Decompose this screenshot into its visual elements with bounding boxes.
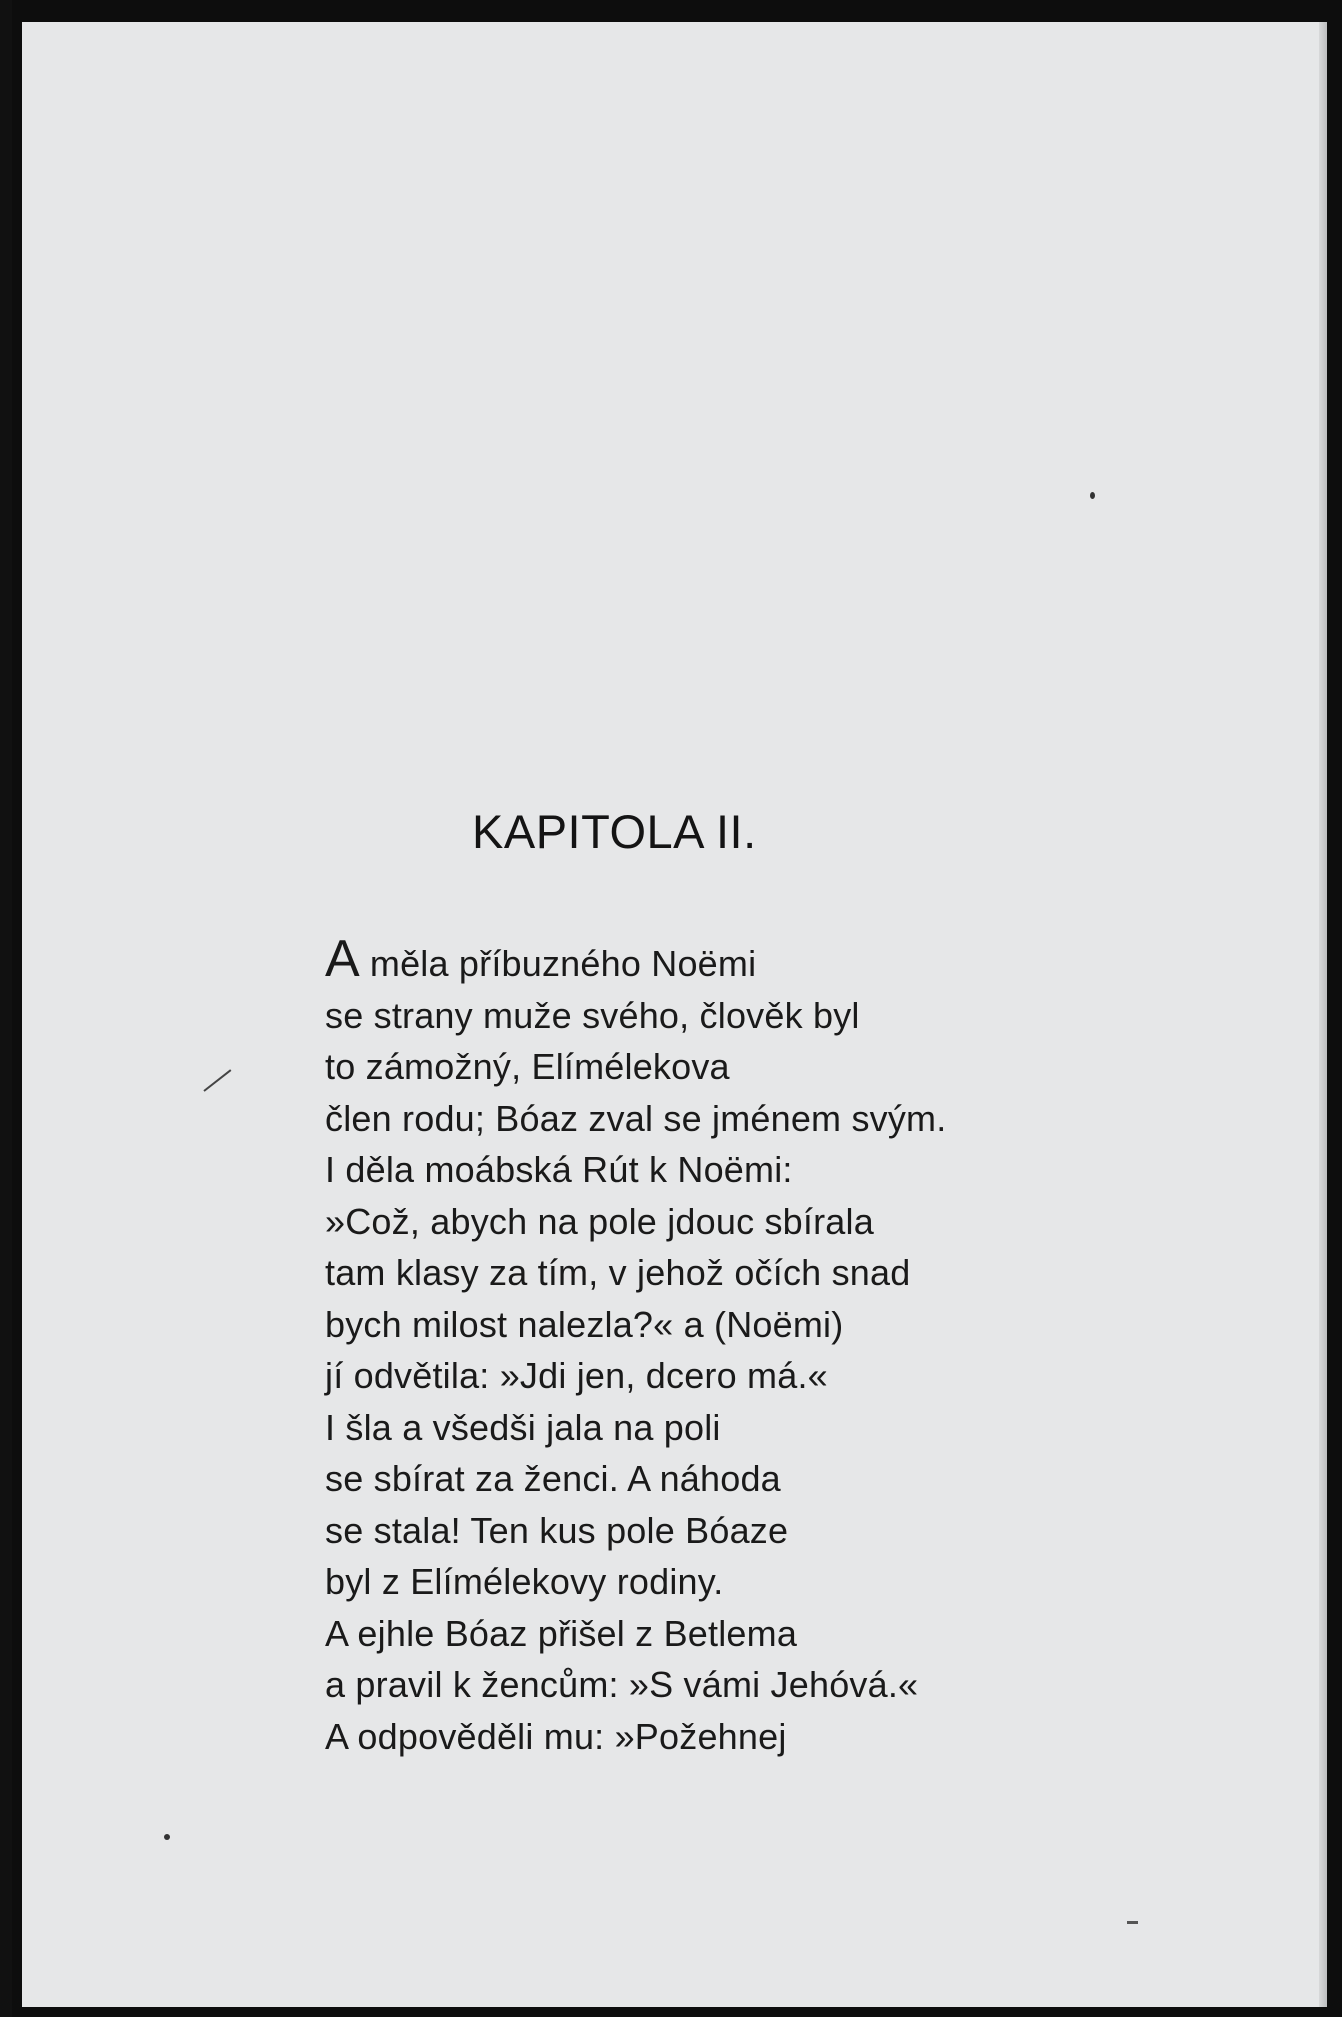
verse-line: to zámožný, Elímélekova: [325, 1046, 730, 1087]
chapter-heading: KAPITOLA II.: [472, 805, 757, 858]
verse-line: I děla moábská Rút k Noëmi:: [325, 1149, 793, 1190]
verse-line: A odpověděli mu: »Požehnej: [325, 1715, 787, 1757]
verse-line: [325, 930, 1085, 990]
pencil-mark: [203, 1069, 231, 1092]
verse-line: se strany muže svého, člověk byl: [325, 994, 860, 1036]
verse-line: A ejhle Bóaz přišel z Betlema: [325, 1612, 798, 1654]
verse-line: člen rodu; Bóaz zval se jménem svým.: [325, 1097, 947, 1139]
page-edge-shadow: [1319, 22, 1327, 2007]
book-page: [22, 22, 1327, 2007]
verse-line: a pravil k žencům: »S vámi Jehóvá.«: [325, 1664, 919, 1705]
verse-line: I šla a všedši jala na poli: [325, 1406, 721, 1448]
verse-line: bych milost nalezla?« a (Noëmi): [325, 1303, 844, 1345]
verse-text: [325, 930, 1085, 1762]
scan-dash: [1127, 1921, 1138, 1924]
scan-speck: [164, 1834, 170, 1840]
initial-letter: A: [325, 930, 360, 988]
facing-page-edge: [0, 0, 12, 2017]
verse-line: byl z Elímélekovy rodiny.: [325, 1561, 724, 1602]
verse-line: jí odvětila: »Jdi jen, dcero má.«: [325, 1355, 828, 1396]
verse-line: tam klasy za tím, v jehož očích snad: [325, 1252, 911, 1293]
verse-line: »Což, abych na pole jdouc sbírala: [325, 1200, 874, 1242]
verse-line: se sbírat za ženci. A náhoda: [325, 1458, 781, 1499]
verse-line: se stala! Ten kus pole Bóaze: [325, 1509, 789, 1551]
verse-line-rest: měla příbuzného Noëmi: [369, 943, 757, 984]
scan-speck: [1090, 492, 1095, 499]
